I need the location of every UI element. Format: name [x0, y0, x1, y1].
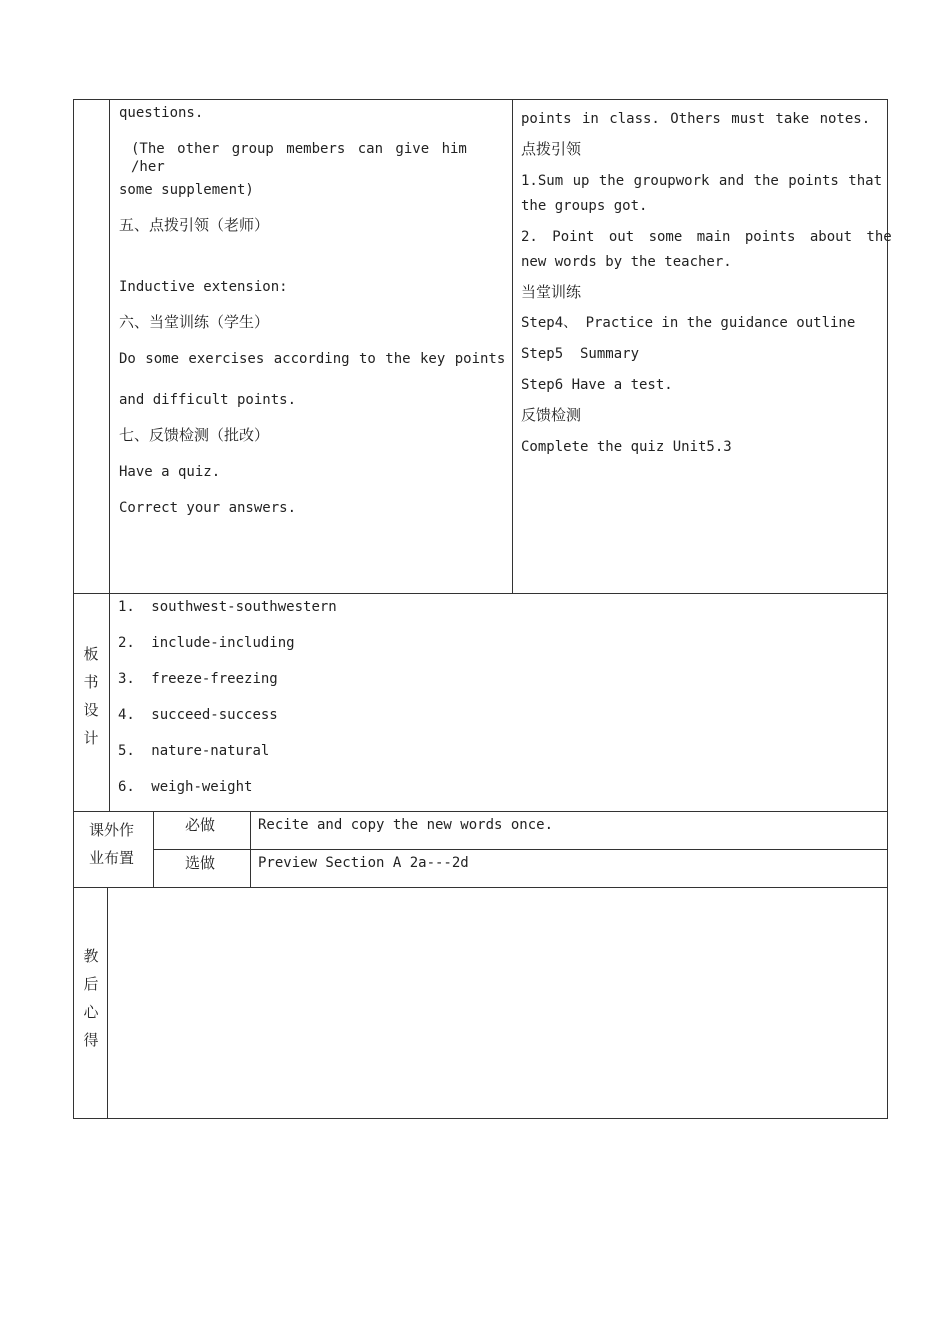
right-line-groups-got: the groups got. [521, 198, 648, 214]
left-line-questions: questions. [119, 105, 204, 121]
left-heading-feedback: 七、反馈检测（批改） [119, 426, 270, 444]
board-item-text: nature-natural [151, 743, 270, 759]
right-line-take-notes: points in class. Others must take notes. [521, 111, 871, 127]
board-item-number: 5. [118, 743, 135, 759]
board-item-number: 2. [118, 635, 135, 651]
board-item-text: include-including [151, 635, 295, 651]
left-line-difficult: and difficult points. [119, 392, 297, 408]
board-item-4 [118, 706, 278, 724]
left-line-other-members-text: (The other group members can give him /her [131, 141, 467, 175]
left-line-exercises: Do some exercises according to the key points [119, 351, 506, 367]
table-border-bottom [73, 1118, 888, 1119]
board-item-text: weigh-weight [151, 779, 253, 795]
table-border-top [73, 99, 888, 100]
board-item-number: 3. [118, 671, 135, 687]
board-item-1 [118, 598, 337, 616]
right-line-point-out: 2. Point out some main points about the [521, 229, 892, 245]
left-line-supplement: some supplement) [119, 182, 254, 198]
label-column-divider-top [109, 99, 110, 811]
reflection-label-char-1: 教 [83, 947, 99, 965]
homework-required-label: 必做 [185, 816, 216, 834]
left-line-other-members [131, 140, 505, 176]
board-label-char-1: 板 [83, 645, 99, 663]
board-item-number: 6. [118, 779, 135, 795]
board-item-6 [118, 778, 252, 796]
right-line-new-words: new words by the teacher. [521, 254, 732, 270]
board-design-label [74, 640, 108, 752]
left-line-correct: Correct your answers. [119, 500, 297, 516]
reflection-label-char-4: 得 [83, 1031, 99, 1049]
reflection-label-char-3: 心 [83, 1003, 99, 1021]
board-item-number: 1. [118, 599, 135, 615]
right-line-sum-up: 1.Sum up the groupwork and the points that [521, 173, 883, 189]
homework-optional-label: 选做 [185, 854, 216, 872]
left-heading-practice: 六、当堂训练（学生） [119, 313, 270, 331]
row-divider-board [73, 593, 888, 594]
board-label-char-3: 设 [83, 701, 99, 719]
board-item-number: 4. [118, 707, 135, 723]
homework-label-divider [153, 811, 154, 887]
table-border-right [887, 99, 888, 1119]
left-heading-guide: 五、点拨引领（老师） [119, 216, 270, 234]
board-label-char-2: 书 [83, 673, 99, 691]
board-item-text: succeed-success [151, 707, 278, 723]
board-item-text: southwest-southwestern [151, 599, 337, 615]
board-item-3 [118, 670, 278, 688]
reflection-label [74, 942, 108, 1054]
homework-required-text: Recite and copy the new words once. [258, 817, 554, 833]
board-item-5 [118, 742, 269, 760]
homework-label-line-1: 课外作 [89, 821, 135, 839]
board-label-char-4: 计 [83, 729, 99, 747]
board-item-text: freeze-freezing [151, 671, 278, 687]
left-line-inductive: Inductive extension: [119, 279, 288, 295]
left-line-quiz: Have a quiz. [119, 464, 221, 480]
board-item-2 [118, 634, 295, 652]
right-line-step5: Step5 Summary [521, 346, 640, 362]
row-divider-homework-inner [153, 849, 888, 850]
homework-optional-text: Preview Section A 2a---2d [258, 855, 469, 871]
right-heading-guide: 点拨引领 [521, 140, 582, 158]
right-heading-feedback: 反馈检测 [521, 406, 582, 424]
row-divider-reflection [73, 887, 888, 888]
row-divider-homework [73, 811, 888, 812]
reflection-label-char-2: 后 [83, 975, 99, 993]
right-heading-practice: 当堂训练 [521, 283, 582, 301]
right-line-step4: Step4、 Practice in the guidance outline [521, 315, 856, 331]
homework-label-line-2: 业布置 [89, 849, 135, 867]
middle-column-divider [512, 99, 513, 593]
homework-type-divider [250, 811, 251, 887]
right-line-step6: Step6 Have a test. [521, 377, 673, 393]
right-line-complete-quiz: Complete the quiz Unit5.3 [521, 439, 732, 455]
